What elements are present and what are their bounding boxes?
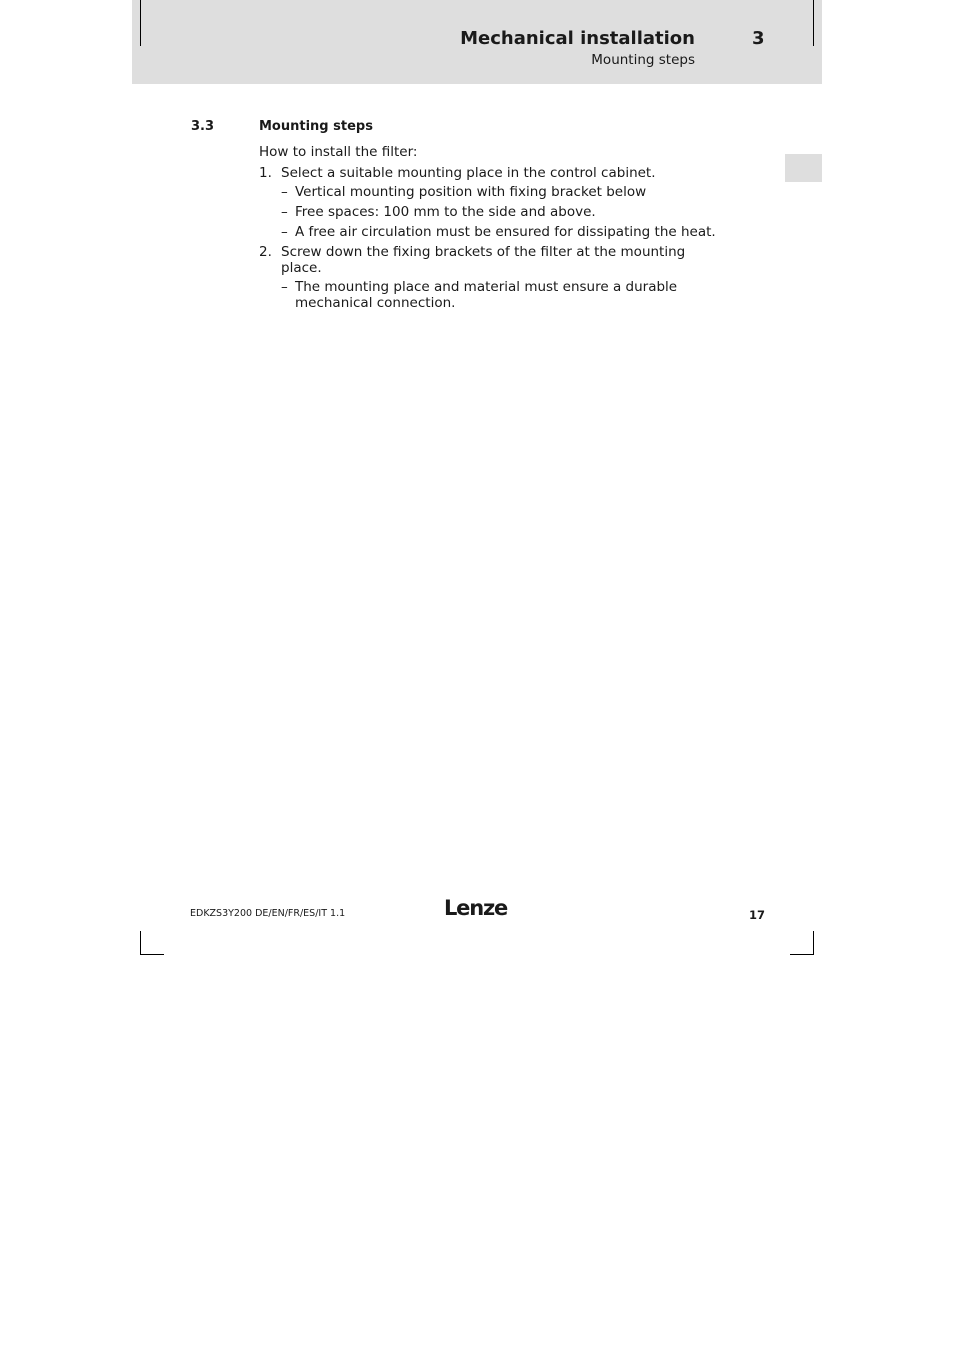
bullet-item bbox=[281, 204, 729, 220]
bullet-item bbox=[281, 224, 729, 240]
step-bullets bbox=[281, 184, 729, 240]
bullet-item bbox=[281, 184, 729, 200]
crop-mark-bottom-right-vertical bbox=[813, 931, 814, 955]
step-item bbox=[259, 165, 729, 240]
crop-mark-bottom-right-horizontal bbox=[790, 954, 814, 955]
crop-mark-top-left bbox=[140, 0, 141, 46]
crop-mark-bottom-left-vertical bbox=[140, 931, 141, 955]
chapter-number: 3 bbox=[752, 28, 765, 49]
steps-list bbox=[259, 165, 729, 311]
bullet-text: Free spaces: 100 mm to the side and above. bbox=[295, 204, 596, 220]
section-number: 3.3 bbox=[191, 119, 215, 134]
dash-bullet-icon: – bbox=[281, 224, 288, 240]
chapter-subtitle: Mounting steps bbox=[591, 52, 695, 68]
section-body bbox=[259, 144, 729, 315]
bullet-item bbox=[281, 279, 729, 311]
step-text: Screw down the fixing brackets of the filter at the mounting place. bbox=[281, 244, 686, 276]
step-text: Select a suitable mounting place in the control cabinet. bbox=[281, 165, 656, 181]
bullet-text: The mounting place and material must ensure a durable mechanical connection. bbox=[295, 279, 678, 311]
step-item bbox=[259, 244, 729, 311]
dash-bullet-icon: – bbox=[281, 204, 288, 220]
intro-text: How to install the filter: bbox=[259, 144, 418, 160]
crop-mark-top-right bbox=[813, 0, 814, 46]
bullet-text: Vertical mounting position with fixing bracket below bbox=[295, 184, 647, 200]
dash-bullet-icon: – bbox=[281, 184, 288, 200]
chapter-title: Mechanical installation bbox=[460, 28, 695, 49]
step-bullets bbox=[281, 279, 729, 311]
chapter-thumb-tab bbox=[785, 154, 822, 182]
page-number: 17 bbox=[749, 908, 766, 922]
bullet-text: A free air circulation must be ensured for dissipating the heat. bbox=[295, 224, 716, 240]
step-number: 2. bbox=[259, 244, 272, 260]
step-number: 1. bbox=[259, 165, 272, 181]
document-id: EDKZS3Y200 DE/EN/FR/ES/IT 1.1 bbox=[190, 908, 346, 919]
dash-bullet-icon: – bbox=[281, 279, 288, 295]
section-title: Mounting steps bbox=[259, 119, 373, 134]
crop-mark-bottom-left-horizontal bbox=[140, 954, 164, 955]
lenze-logo: Lenze bbox=[444, 896, 508, 920]
